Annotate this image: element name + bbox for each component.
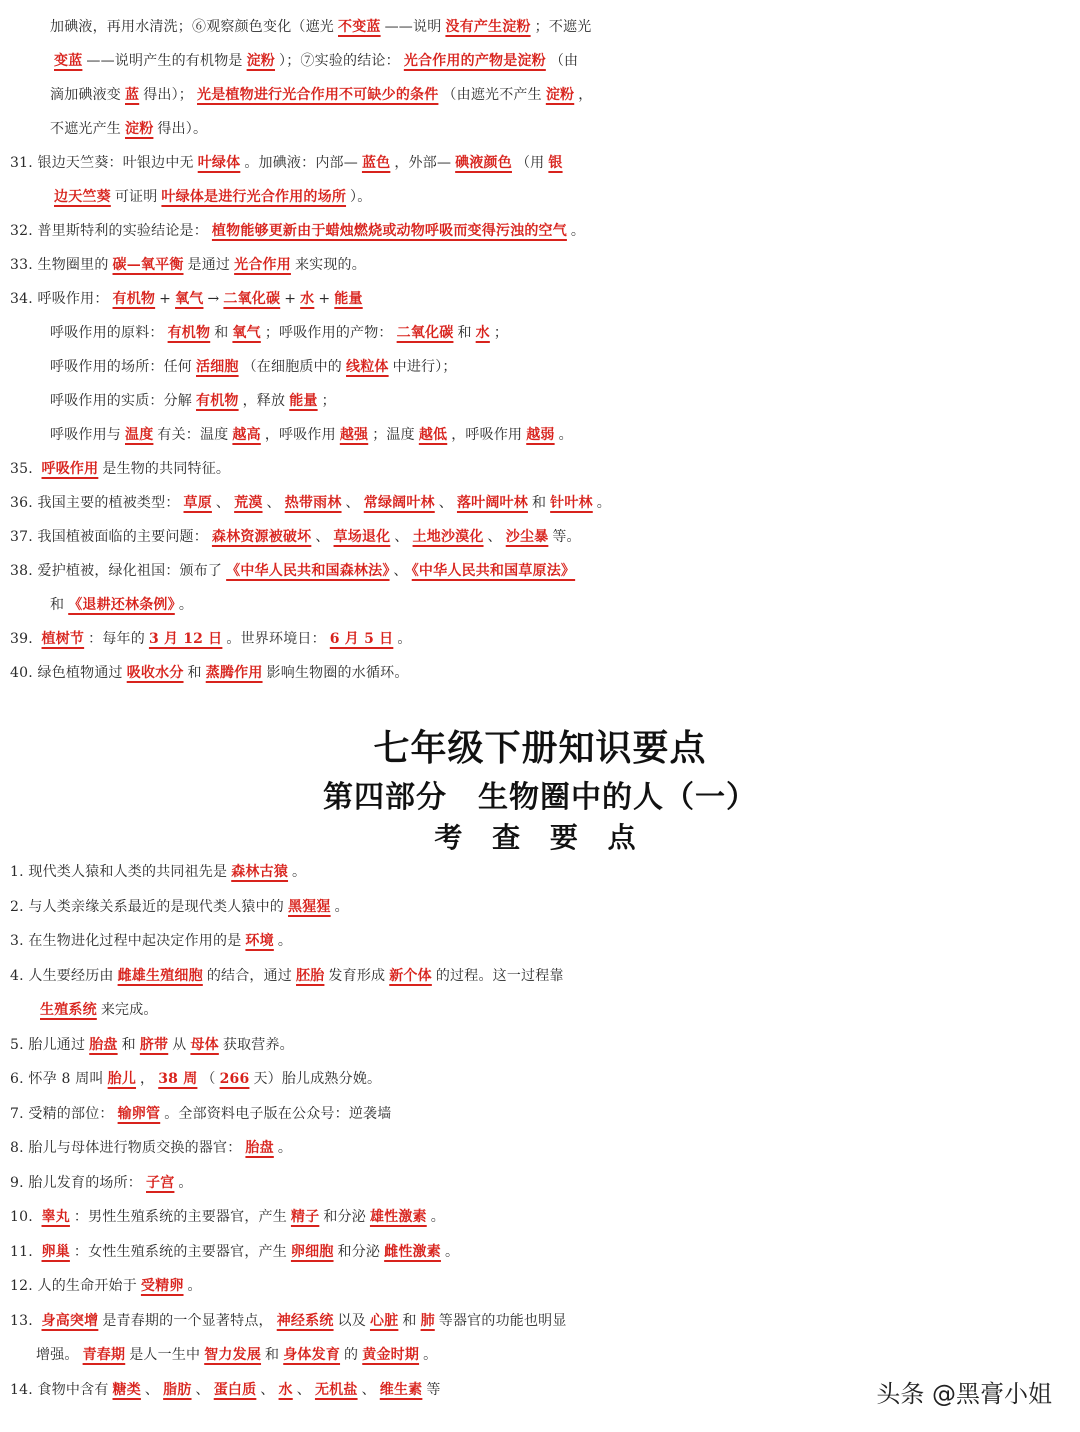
answer-blank: 雄性激素 [369,1209,427,1225]
question-text: 和 [187,665,202,681]
question-text: 影响生物圈的水循环。 [266,665,409,681]
question-text: 8. 胎儿与母体进行物质交换的器官： [10,1140,242,1156]
answer-blank: 不变蓝 [338,19,381,35]
answer-blank: 碳—氧平衡 [112,257,184,273]
text-line [0,1166,1080,1200]
answer-blank: 胎盘 [89,1036,118,1053]
question-text: 、 [266,495,281,511]
answer-blank: 植物能够更新由于蜡烛燃烧或动物呼吸而变得污浊的空气 [211,223,567,239]
question-text: 。 [570,223,586,239]
question-text: 是青春期的一个显著特点， [102,1312,273,1329]
question-text: 、 [315,529,330,545]
question-text: 。 [187,1278,202,1294]
question-text: （由 [549,53,579,69]
answer-blank: 越低 [418,427,448,443]
answer-blank: 温度 [125,427,154,443]
answer-blank: 糖类 [112,1381,141,1398]
answer-blank: 二氧化碳 [396,325,454,341]
question-text: 10. [10,1209,38,1225]
answer-blank: 心脏 [369,1312,399,1329]
question-text: 来完成。 [100,1002,158,1018]
question-text: ， [140,1071,155,1087]
question-text: 加碘液，再用水清洗；⑥观察颜色变化（遮光 [50,19,334,35]
text-line [0,1235,1080,1269]
question-text: ； [493,325,509,341]
answer-blank: 碘液颜色 [455,155,512,171]
text-line [0,350,1080,384]
answer-blank: 有机物 [112,291,156,307]
question-text: → [207,291,220,307]
answer-blank: 二氧化碳 [223,291,281,307]
question-text: ——说明 [384,19,442,35]
answer-blank: 针叶林 [550,495,593,511]
question-text: 和 [531,495,547,511]
question-text: 。 [292,864,307,880]
answer-blank: 精子 [290,1209,320,1225]
answer-blank: 神经系统 [276,1312,334,1329]
question-text: 6. 怀孕 8 周叫 [10,1071,104,1087]
question-text: 呼吸作用与 [50,427,121,443]
answer-blank: 青春期 [82,1347,126,1363]
question-text: 33. 生物圈里的 [10,257,109,273]
question-text: 的结合，通过 [206,967,293,984]
question-text: 、 [195,1381,210,1398]
question-text: 。 [430,1209,445,1225]
answer-blank: 黄金时期 [362,1347,420,1363]
question-text: 、 [144,1381,160,1398]
question-text: 4. 人生要经历由 [10,967,114,984]
question-text: 是人一生中 [129,1347,201,1363]
answer-blank: 热带雨林 [284,495,342,511]
text-line [0,622,1080,656]
question-text: 。 [397,631,412,647]
question-text: 。 [178,597,194,613]
answer-blank: 有机物 [196,393,239,409]
question-text: 是生物的共同特征。 [102,461,231,477]
text-line [0,1062,1080,1096]
answer-blank: 氧气 [175,291,204,307]
text-line [0,993,1080,1027]
question-text: 的 [344,1347,359,1363]
answer-blank: 能量 [289,393,318,409]
question-text: ：女性生殖系统的主要器官，产生 [73,1243,287,1260]
question-text: 9. 胎儿发育的场所： [10,1174,143,1191]
answer-blank: 身体发育 [283,1347,341,1363]
question-text: 等。 [552,529,581,545]
answer-blank: 有机物 [167,325,211,341]
question-text: 、 [394,529,409,545]
question-text: 的过程。这一过程靠 [435,967,564,984]
question-text: 来实现的。 [294,257,366,273]
answer-blank: 吸收水分 [126,665,184,681]
answer-blank: 新个体 [389,967,432,984]
question-text: ；温度 [372,427,415,443]
question-text: + [318,291,331,307]
question-text: 和 [457,325,472,341]
answer-blank: 草场退化 [333,529,391,545]
answer-blank: 光合作用的产物是淀粉 [403,53,546,69]
question-text: 、 [260,1381,275,1398]
text-line [0,146,1080,180]
answer-blank: 越高 [232,427,261,443]
question-text: 和 [402,1312,417,1329]
question-text: ； [321,393,336,409]
question-text: 发育形成 [328,967,386,984]
question-text: 、 [345,495,360,511]
question-text: 。加碘液：内部— [244,155,358,171]
question-text: （用 [515,155,545,171]
question-text: ，呼吸作用 [264,427,336,443]
text-line [0,520,1080,554]
text-line [0,1131,1080,1165]
text-line [0,10,1080,44]
answer-blank: 智力发展 [204,1347,262,1363]
answer-blank: 黑猩猩 [288,898,331,915]
question-text: ；呼吸作用的产物： [264,325,393,341]
question-text: + [284,291,297,307]
answer-blank: 水 [278,1381,293,1398]
answer-blank: 卵细胞 [290,1243,334,1260]
question-text: 可证明 [114,189,158,205]
question-text: ：每年的 [88,631,145,647]
question-text: 、 [361,1381,376,1398]
answer-blank: 《中华人民共和国草原法》 [411,563,576,579]
question-text: 、 [438,495,453,511]
answer-blank: 《中华人民共和国森林法》 [226,563,390,579]
answer-blank: 脐带 [139,1036,169,1053]
question-text: 。全部资料电子版在公众号：逆袭墙 [164,1105,392,1122]
question-text: 。 [596,495,611,511]
text-line [0,554,1080,588]
text-line [0,1097,1080,1131]
question-text: 5. 胎儿通过 [10,1036,86,1053]
watermark: 头条 @黑膏小姐 [870,1372,1058,1411]
question-text: 7. 受精的部位： [10,1105,114,1122]
text-line [0,316,1080,350]
question-text: 3. 在生物进化过程中起决定作用的是 [10,933,242,949]
question-text: 和 [121,1036,136,1053]
answer-blank: 氧气 [232,325,261,341]
text-line [0,452,1080,486]
text-line [0,418,1080,452]
question-text: 37. 我国植被面临的主要问题： [10,529,208,545]
answer-blank: 叶绿体 [197,155,241,171]
question-text: 。 [423,1347,438,1363]
question-text: 35. [10,461,38,477]
answer-blank: 睾丸 [41,1209,70,1225]
question-text: ）；⑦实验的结论： [279,53,400,69]
question-text: 呼吸作用的实质：分解 [50,393,192,409]
question-text: 。 [444,1243,460,1260]
text-line [0,112,1080,146]
text-line [0,1028,1080,1062]
answer-blank: 草原 [183,495,212,511]
question-text: 等 [426,1381,441,1398]
text-line [0,214,1080,248]
question-text: 38. 爱护植被，绿化祖国：颁布了 [10,563,223,579]
question-text: 滴加碘液变 [50,87,121,103]
question-text: ：男性生殖系统的主要器官，产生 [73,1209,287,1225]
answer-blank: 沙尘暴 [505,529,549,545]
question-text: ——说明产生的有机物是 [86,53,243,69]
question-text: 和 [214,325,229,341]
question-text: 13. [10,1312,38,1329]
question-text: 、 [296,1381,311,1398]
answer-blank: 脂肪 [163,1381,192,1398]
question-text: 34. 呼吸作用： [10,291,109,307]
question-text: 从 [172,1036,187,1053]
answer-blank: 越弱 [526,427,555,443]
question-text: 以及 [337,1312,366,1329]
answer-blank: 身高突增 [41,1312,99,1329]
answer-blank: 淀粉 [125,121,154,137]
answer-blank: 维生素 [379,1381,423,1398]
text-line [0,959,1080,993]
question-text: 和 [265,1347,280,1363]
question-text: 36. 我国主要的植被类型： [10,495,180,511]
answer-blank: 没有产生淀粉 [445,19,531,35]
question-text: 32. 普里斯特利的实验结论是： [10,223,208,239]
question-text: 增强。 [36,1347,79,1363]
answer-blank: 生殖系统 [40,1002,97,1018]
question-text: 天）胎儿成熟分娩。 [253,1071,382,1087]
question-text: 和 [50,597,65,613]
question-text: ， [578,87,593,103]
answer-blank: 蓝 [125,87,140,103]
question-text: 。 [277,1140,293,1156]
answer-blank: 线粒体 [346,359,389,375]
answer-blank: 环境 [245,933,274,949]
question-text: 。 [558,427,573,443]
question-text: 中进行）； [392,359,457,375]
text-line [0,1200,1080,1234]
text-line [0,656,1080,690]
answer-blank: 越强 [339,427,369,443]
text-line [0,486,1080,520]
question-text: 14. 食物中含有 [10,1381,109,1398]
answer-blank: 3 月 12 日 [148,631,223,647]
answer-blank: 266 [219,1071,250,1087]
answer-blank: 光合作用 [234,257,291,273]
answer-blank: 森林古猿 [231,864,289,880]
answer-blank: 光是植物进行光合作用不可缺少的条件 [197,87,439,103]
answer-blank: 呼吸作用 [41,461,99,477]
answer-blank: 《退耕还林条例》 [68,597,175,613]
answer-blank: 常绿阔叶林 [363,495,435,511]
question-text: 。 [178,1174,193,1191]
answer-blank: 淀粉 [246,53,276,69]
text-line [0,1304,1080,1338]
question-text: （ [201,1071,216,1087]
answer-blank: 母体 [190,1036,219,1053]
question-text: 、 [487,529,502,545]
answer-blank: 蛋白质 [213,1381,257,1398]
question-text: 呼吸作用的场所：任何 [50,359,192,375]
answer-blank: 卵巢 [41,1243,70,1260]
text-line [0,890,1080,924]
question-text: ，呼吸作用 [451,427,523,443]
question-text: 40. 绿色植物通过 [10,665,123,681]
question-text: 呼吸作用的原料： [50,325,164,341]
question-text: 和分泌 [323,1209,366,1225]
question-text: 31. 银边天竺葵：叶银边中无 [10,155,194,171]
question-text: + [159,291,172,307]
answer-blank: 植树节 [41,631,85,647]
question-text: 和分泌 [337,1243,381,1260]
answer-blank: 雌性激素 [384,1243,441,1260]
answer-blank: 雌雄生殖细胞 [117,967,203,984]
text-line [0,384,1080,418]
answer-blank: 活细胞 [196,359,239,375]
answer-blank: 胎盘 [245,1140,274,1156]
answer-blank: 蒸腾作用 [205,665,263,681]
answer-blank: 森林资源被破坏 [211,529,312,545]
answer-blank: 银 [548,155,563,171]
text-line [0,588,1080,622]
question-text: 。 [334,898,349,915]
question-text: 等器官的功能也明显 [438,1312,567,1329]
answer-blank: 无机盐 [314,1381,358,1398]
answer-blank: 受精卵 [140,1278,184,1294]
question-text: 不遮光产生 [50,121,121,137]
answer-blank: 荒漠 [234,495,263,511]
question-text: 12. 人的生命开始于 [10,1278,137,1294]
answer-blank: 子宫 [146,1174,175,1191]
answer-blank: 水 [300,291,315,307]
question-text: 、 [215,495,231,511]
question-text: ）。 [350,189,372,205]
answer-blank: 变蓝 [54,53,83,69]
answer-blank: 水 [475,325,490,341]
key-points-heading: 考 查 要 点 [434,821,646,854]
answer-blank: 胚胎 [296,967,325,984]
answer-blank: 38 周 [158,1071,198,1087]
answer-blank: 土地沙漠化 [412,529,484,545]
text-line [0,924,1080,958]
question-text: （由遮光不产生 [442,87,542,103]
answer-blank: 边天竺葵 [54,189,111,205]
question-text: （在细胞质中的 [242,359,343,375]
answer-blank: 蓝色 [361,155,391,171]
text-line [0,78,1080,112]
text-line [0,282,1080,316]
question-text: 1. 现代类人猿和人类的共同祖先是 [10,864,228,880]
text-line [0,180,1080,214]
question-text: 有关：温度 [157,427,229,443]
question-text: 11. [10,1243,38,1260]
answer-blank: 6 月 5 日 [329,631,394,647]
answer-blank: 落叶阔叶林 [456,495,528,511]
text-line [0,855,1080,889]
answer-blank: 输卵管 [117,1105,161,1122]
answer-blank: 叶绿体是进行光合作用的场所 [161,189,347,205]
question-text: 。世界环境日： [226,631,326,647]
question-text: 是通过 [187,257,231,273]
answer-blank: 肺 [420,1312,435,1329]
question-text: 获取营养。 [222,1036,294,1053]
question-text: ；不遮光 [534,19,592,35]
question-text: 得出）； [143,87,194,103]
question-text: 2. 与人类亲缘关系最近的是现代类人猿中的 [10,898,285,915]
answer-blank: 淀粉 [545,87,575,103]
question-text: ，外部— [394,155,452,171]
question-text: 。 [277,933,293,949]
answer-blank: 能量 [334,291,363,307]
page-title: 七年级下册知识要点 [373,727,707,769]
text-line [0,248,1080,282]
part-subtitle: 第四部分 生物圈中的人（一） [323,780,757,815]
question-text: 39. [10,631,38,647]
question-text: 、 [393,563,408,579]
text-line [0,1338,1080,1372]
question-text: 得出）。 [157,121,208,137]
text-line [0,1269,1080,1303]
answer-blank: 胎儿 [107,1071,137,1087]
question-text: ，释放 [242,393,286,409]
text-line [0,44,1080,78]
